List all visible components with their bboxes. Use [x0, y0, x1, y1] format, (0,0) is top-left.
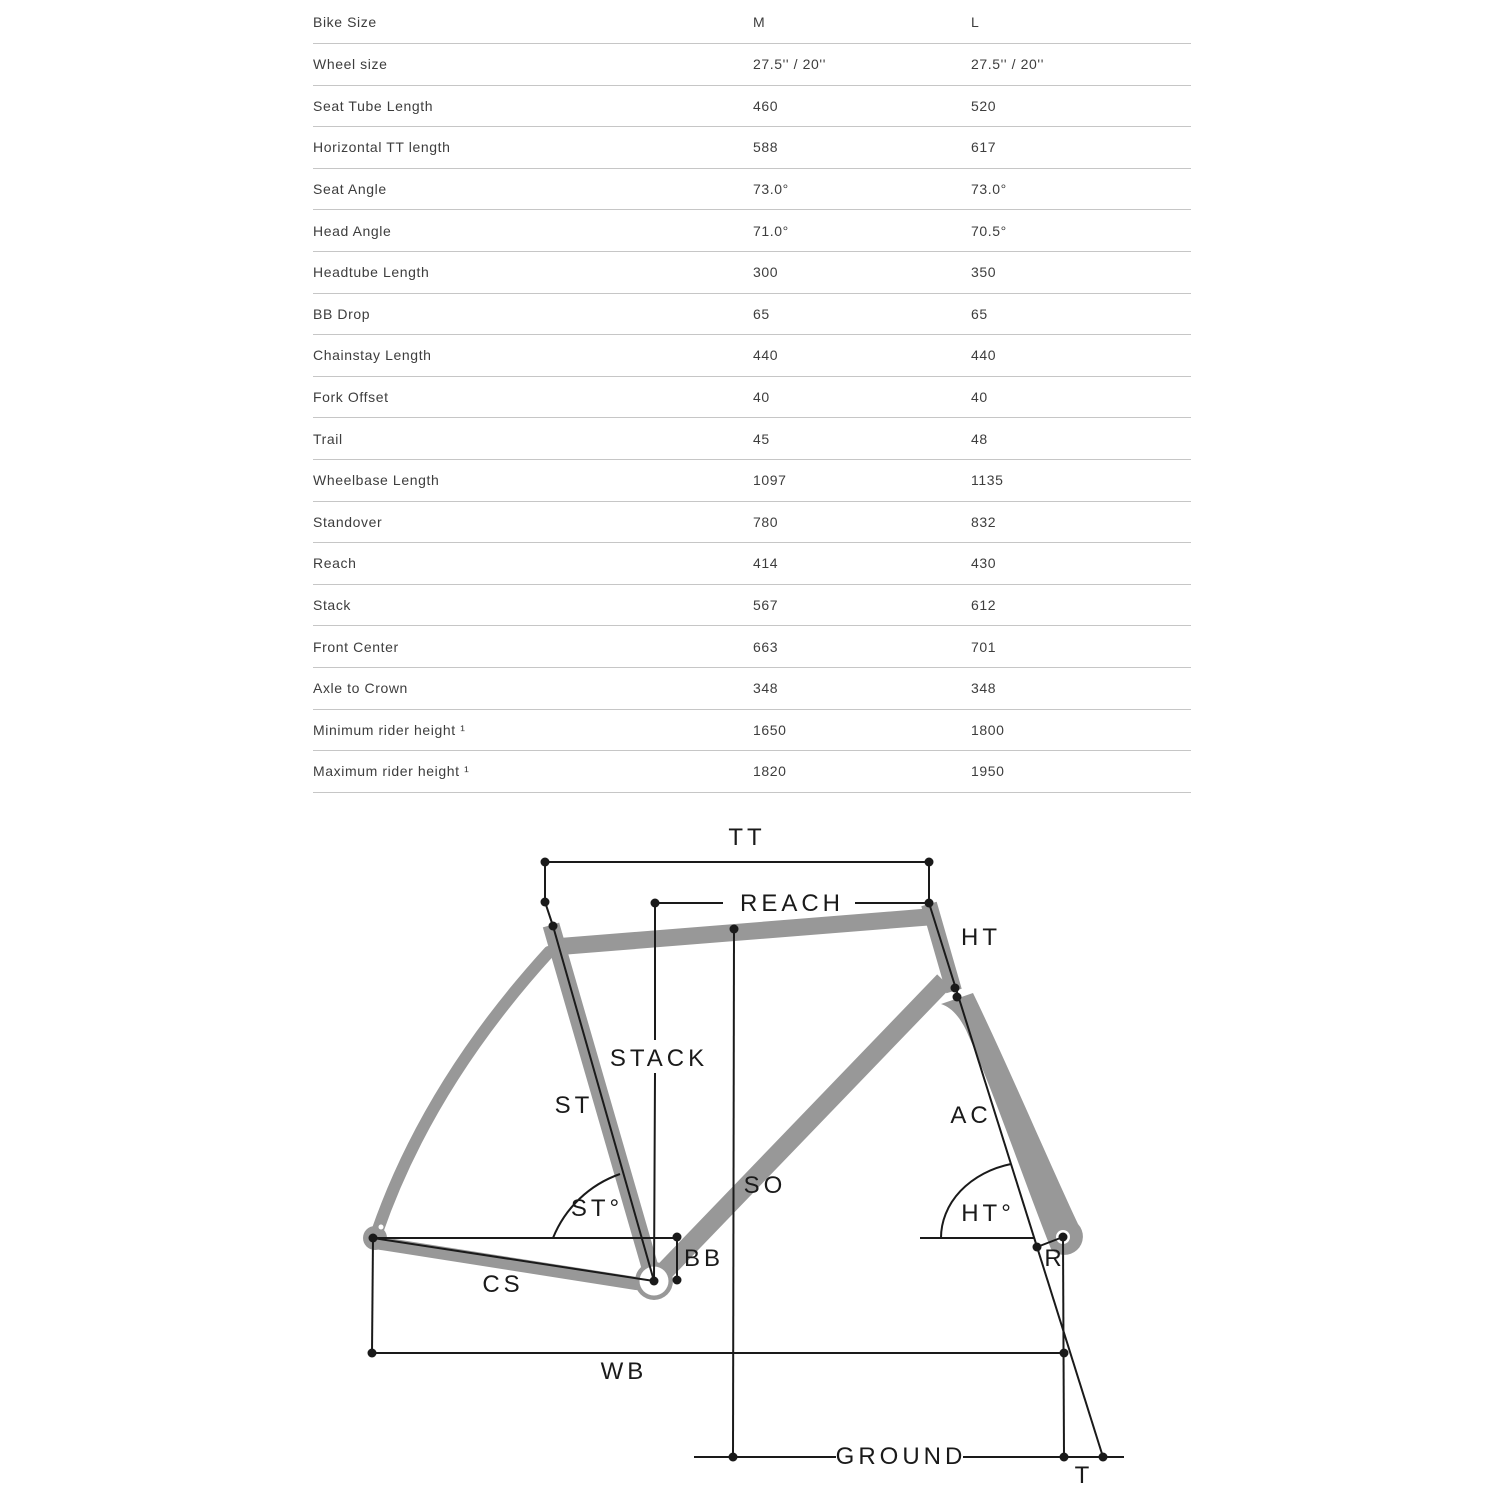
value-l: 520	[971, 85, 1191, 127]
seat-stay	[377, 952, 549, 1232]
ht-label: HT	[961, 924, 1001, 951]
value-m: 1650	[753, 709, 971, 751]
row-label: Chainstay Length	[313, 335, 753, 377]
value-m: 40	[753, 376, 971, 418]
dimension-dot	[541, 898, 550, 907]
value-m: 440	[753, 335, 971, 377]
dimension-dot	[541, 858, 550, 867]
value-m: 1820	[753, 751, 971, 793]
down-tube	[657, 981, 944, 1279]
so-label: SO	[743, 1172, 787, 1199]
row-label: BB Drop	[313, 293, 753, 335]
value-m: 663	[753, 626, 971, 668]
dimension-dot	[1099, 1453, 1108, 1462]
value-m: 65	[753, 293, 971, 335]
stack-label: STACK	[609, 1045, 709, 1072]
dimension-dot	[368, 1349, 377, 1358]
value-m: 567	[753, 584, 971, 626]
value-m: 71.0°	[753, 210, 971, 252]
row-label: Horizontal TT length	[313, 127, 753, 169]
value-m: 588	[753, 127, 971, 169]
header-bike-size: Bike Size	[313, 0, 753, 44]
dimension-dot	[953, 993, 962, 1002]
ac-label: AC	[950, 1102, 992, 1129]
row-label: Standover	[313, 501, 753, 543]
value-m: 1097	[753, 459, 971, 501]
dimension-dot	[1059, 1233, 1068, 1242]
trail-label: T	[1074, 1462, 1094, 1489]
value-l: 832	[971, 501, 1191, 543]
value-l: 440	[971, 335, 1191, 377]
value-l: 27.5'' / 20''	[971, 44, 1191, 86]
header-size-l: L	[971, 0, 1191, 44]
row-label: Front Center	[313, 626, 753, 668]
rear-axle-drop-line	[372, 1238, 373, 1353]
value-l: 65	[971, 293, 1191, 335]
row-label: Wheel size	[313, 44, 753, 86]
row-label: Seat Tube Length	[313, 85, 753, 127]
value-m: 414	[753, 543, 971, 585]
top-tube	[554, 917, 928, 947]
row-label: Fork Offset	[313, 376, 753, 418]
dimension-dot	[1060, 1453, 1069, 1462]
row-label: Reach	[313, 543, 753, 585]
value-l: 1135	[971, 459, 1191, 501]
dimension-dot	[729, 1453, 738, 1462]
tt-label: TT	[728, 824, 766, 851]
cs-label: CS	[482, 1271, 524, 1298]
so-dimension-line	[733, 929, 734, 1457]
value-m: 27.5'' / 20''	[753, 44, 971, 86]
value-l: 430	[971, 543, 1191, 585]
dimension-dot	[925, 899, 934, 908]
row-label: Wheelbase Length	[313, 459, 753, 501]
dimension-dot	[951, 984, 960, 993]
header-size-m: M	[753, 0, 971, 44]
tt-extension-left	[545, 862, 553, 926]
dimension-dot	[730, 925, 739, 934]
dimension-dot	[650, 1277, 659, 1286]
dimension-dot	[369, 1234, 378, 1243]
dimension-dot	[925, 858, 934, 867]
wb-label: WB	[600, 1358, 648, 1385]
row-label: Maximum rider height ¹	[313, 751, 753, 793]
row-label: Headtube Length	[313, 251, 753, 293]
value-l: 70.5°	[971, 210, 1191, 252]
value-m: 300	[753, 251, 971, 293]
dimension-dot	[1033, 1243, 1042, 1252]
stack-dimension-line	[654, 903, 655, 1281]
rear-dropout-hole	[379, 1225, 384, 1230]
row-label: Seat Angle	[313, 168, 753, 210]
value-l: 48	[971, 418, 1191, 460]
rake-label: R	[1044, 1245, 1066, 1272]
value-l: 612	[971, 584, 1191, 626]
value-l: 617	[971, 127, 1191, 169]
row-label: Stack	[313, 584, 753, 626]
row-label: Head Angle	[313, 210, 753, 252]
value-m: 73.0°	[753, 168, 971, 210]
value-l: 1950	[971, 751, 1191, 793]
value-l: 73.0°	[971, 168, 1191, 210]
reach-label: REACH	[739, 890, 845, 917]
value-l: 348	[971, 667, 1191, 709]
dimension-dot	[651, 899, 660, 908]
bb-label: BB	[683, 1245, 725, 1272]
value-l: 350	[971, 251, 1191, 293]
value-l: 40	[971, 376, 1191, 418]
value-m: 45	[753, 418, 971, 460]
ht-angle-label: HT°	[961, 1200, 1015, 1227]
row-label: Minimum rider height ¹	[313, 709, 753, 751]
st-angle-label: ST°	[570, 1195, 624, 1222]
ground-label: GROUND	[835, 1443, 967, 1470]
dimension-dot	[673, 1233, 682, 1242]
dimension-dot	[673, 1276, 682, 1285]
dimension-lines	[372, 862, 1124, 1457]
value-m: 780	[753, 501, 971, 543]
value-m: 460	[753, 85, 971, 127]
row-label: Axle to Crown	[313, 667, 753, 709]
value-l: 701	[971, 626, 1191, 668]
value-l: 1800	[971, 709, 1191, 751]
dimension-dot	[1060, 1349, 1069, 1358]
dimension-dot	[549, 922, 558, 931]
row-label: Trail	[313, 418, 753, 460]
st-label: ST	[554, 1092, 594, 1119]
value-m: 348	[753, 667, 971, 709]
